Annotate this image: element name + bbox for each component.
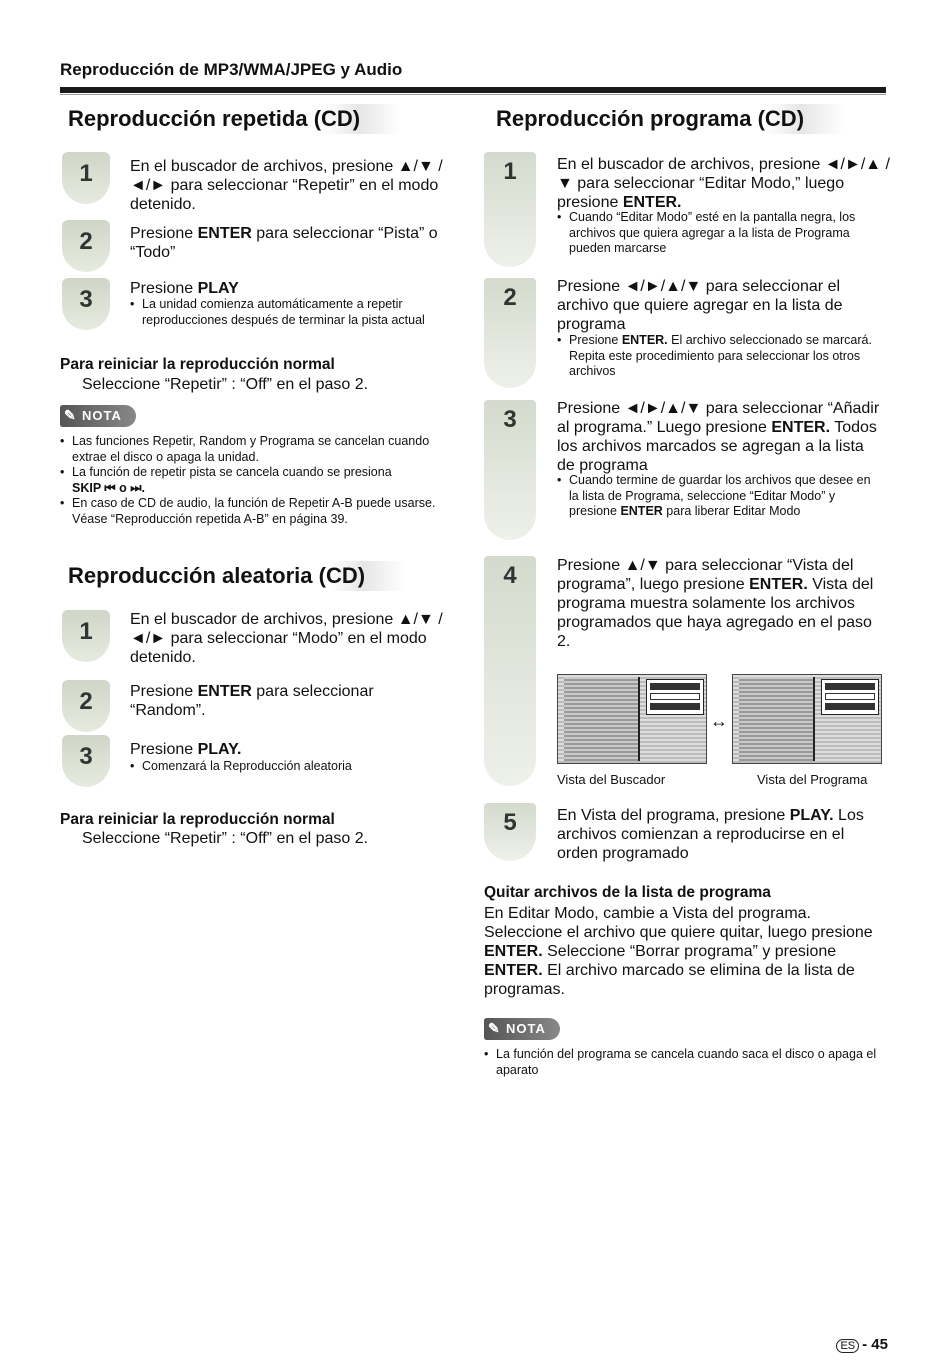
caption-program: Vista del Programa [757, 772, 868, 787]
aleatoria-step3: Presione PLAY. [130, 741, 242, 758]
aleatoria-step1: En el buscador de archivos, presione ▲/▼ /◄/► para seleccionar “Modo” en el modo detenido. [130, 611, 443, 666]
header-rule [60, 87, 886, 93]
programa-step3-note: • Cuando termine de guardar los archivos que desee en la lista de Programa, seleccione “Editar Modo” y presione ENTER para liberar Editar Modo [557, 473, 877, 520]
note-item: • Las funciones Repetir, Random y Programa se cancelan cuando extrae el disco o apaga la unidad. [60, 434, 460, 465]
repetida-step3: Presione PLAY [130, 280, 239, 297]
step-bar-4: 4 [484, 556, 536, 786]
step-badge-1: 1 [62, 610, 110, 662]
section-title-repetida: Reproducción repetida (CD) [62, 104, 400, 134]
programa-note: • La función del programa se cancela cuando saca el disco o apaga el aparato [484, 1047, 884, 1078]
step-bar-5: 5 [484, 803, 536, 861]
language-badge: ES [836, 1339, 859, 1353]
repetida-normal-text: Seleccione “Repetir” : “Off” en el paso 2. [82, 376, 369, 393]
aleatoria-normal-title: Para reiniciar la reproducción normal [60, 811, 335, 828]
step-badge-2: 2 [62, 220, 110, 272]
pencil-icon: ✎ [64, 407, 77, 423]
aleatoria-step3-note: • Comenzará la Reproducción aleatoria [130, 759, 460, 775]
step-badge-3: 3 [62, 278, 110, 330]
repetida-step2: Presione ENTER para seleccionar “Pista” o “Todo” [130, 225, 438, 261]
swap-arrow-icon: ↔ [710, 711, 728, 731]
section-title-programa: Reproducción programa (CD) [490, 104, 844, 134]
page-footer [836, 1336, 888, 1353]
step-badge-3: 3 [62, 735, 110, 787]
repetida-step3-note: • La unidad comienza automáticamente a repetir reproducciones después de terminar la pista actual [130, 297, 460, 328]
page-header: Reproducción de MP3/WMA/JPEG y Audio [60, 60, 403, 79]
programa-step5: En Vista del programa, presione PLAY. Los archivos comienzan a reproducirse en el orden programado [557, 807, 864, 862]
pencil-icon: ✎ [488, 1020, 501, 1036]
step-bar-2: 2 [484, 278, 536, 388]
browser-view-screen [557, 674, 707, 764]
step-badge-2: 2 [62, 680, 110, 732]
programa-step3: Presione ◄/►/▲/▼ para seleccionar “Añadir al programa.” Luego presione ENTER. Todos los archivos marcados se agregan a la lista de programa [557, 400, 880, 474]
step-bar-1: 1 [484, 152, 536, 267]
step-badge-1: 1 [62, 152, 110, 204]
quitar-text: En Editar Modo, cambie a Vista del programa. Seleccione el archivo que quiere quitar, luego presione ENTER. Seleccione “Borrar programa” y presione ENTER. El archivo marcado se elimina de la lista de programas. [484, 905, 873, 998]
header-rule-thin [60, 94, 886, 95]
programa-step4: Presione ▲/▼ para seleccionar “Vista del programa”, luego presione ENTER. Vista del programa muestra solamente los archivos programados que haya agregado en el paso 2. [557, 557, 874, 650]
note-item: • En caso de CD de audio, la función de Repetir A-B puede usarse. Véase “Reproducción repetida A-B” en página 39. [60, 496, 460, 527]
page-number: - 45 [862, 1336, 888, 1353]
programa-step1-note: • Cuando “Editar Modo” esté en la pantalla negra, los archivos que quiera agregar a la lista de Programa pueden marcarse [557, 210, 887, 257]
nota-badge-left: ✎ NOTA [60, 405, 136, 427]
step-bar-3: 3 [484, 400, 536, 540]
repetida-normal-title: Para reiniciar la reproducción normal [60, 356, 335, 373]
programa-step1: En el buscador de archivos, presione ◄/►/▲ /▼ para seleccionar “Editar Modo,” luego presione ENTER. [557, 156, 890, 211]
caption-browser: Vista del Buscador [557, 772, 666, 787]
aleatoria-normal-text: Seleccione “Repetir” : “Off” en el paso 2. [82, 830, 369, 847]
program-view-screen [732, 674, 882, 764]
programa-step2: Presione ◄/►/▲/▼ para seleccionar el archivo que quiere agregar en la lista de programa [557, 278, 843, 333]
aleatoria-step2: Presione ENTER para seleccionar “Random”. [130, 683, 374, 719]
nota-badge-right: ✎ NOTA [484, 1018, 560, 1040]
quitar-title: Quitar archivos de la lista de programa [484, 884, 771, 901]
section-title-aleatoria: Reproducción aleatoria (CD) [62, 561, 405, 591]
note-item: • La función de repetir pista se cancela cuando se presiona SKIP ⏮ o ⏭. [60, 465, 460, 496]
repetida-step1: En el buscador de archivos, presione ▲/▼ /◄/► para seleccionar “Repetir” en el modo detenido. [130, 158, 443, 213]
repetida-notes [60, 434, 460, 527]
programa-step2-note: • Presione ENTER. El archivo seleccionado se marcará. Repita este procedimiento para seleccionar los otros archivos [557, 333, 877, 380]
